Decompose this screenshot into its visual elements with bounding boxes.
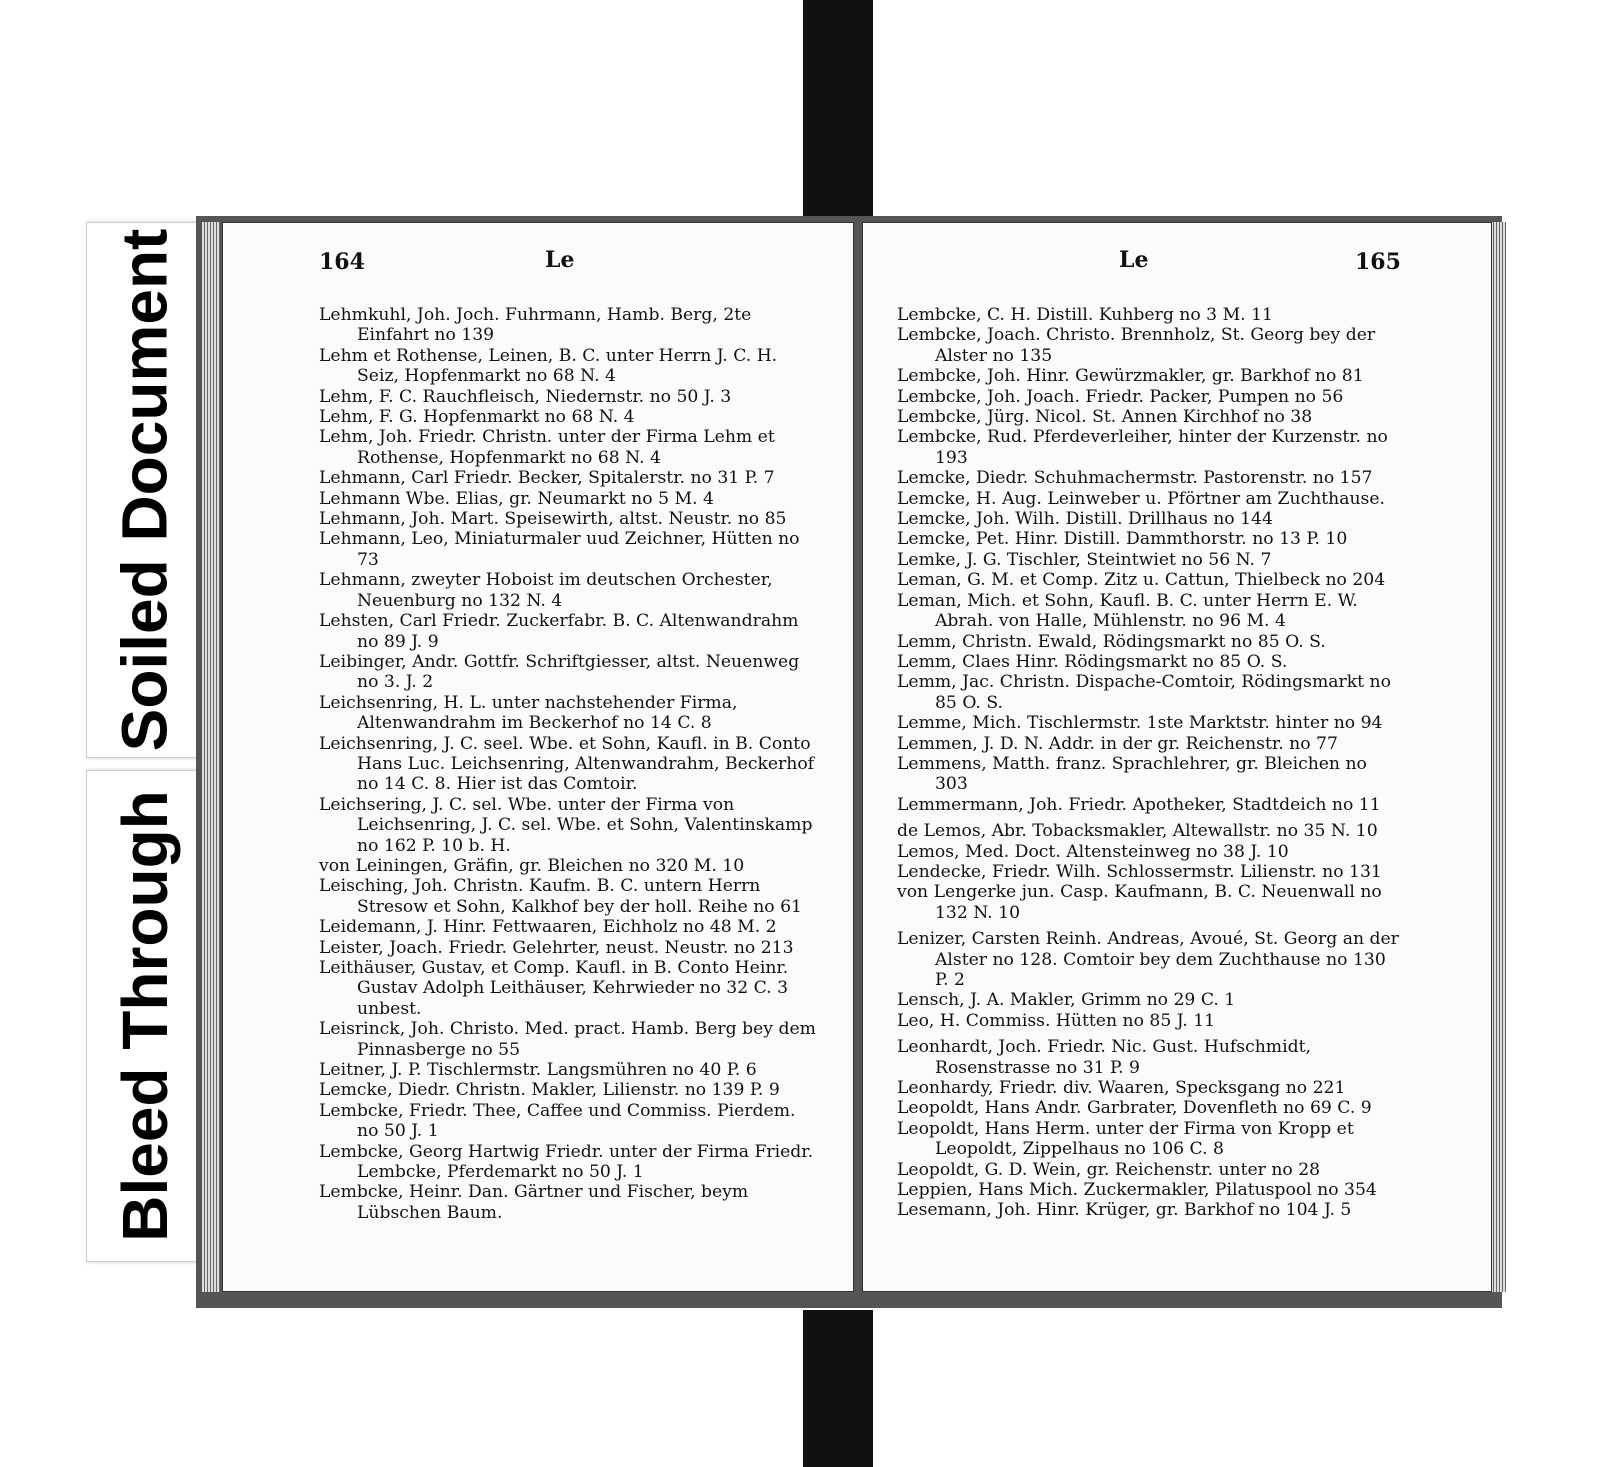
directory-entry: Leman, G. M. et Comp. Zitz u. Cattun, Thielbeck no 204 [897,570,1386,591]
directory-entry: Leithäuser, Gustav, et Comp. Kaufl. in B. Conto Heinr. Gustav Adolph Leithäuser, Kehrwieder no 32 C. 3 unbest. [319,958,789,1019]
directory-entry: Lehmann, Carl Friedr. Becker, Spitalerstr. no 31 P. 7 [319,468,775,489]
directory-entry: Lembcke, Friedr. Thee, Caffee und Commiss. Pierdem. no 50 J. 1 [319,1100,796,1142]
directory-entry: Lembcke, Georg Hartwig Friedr. unter der Firma Friedr. Lembcke, Pferdemarkt no 50 J. 1 [319,1141,814,1183]
directory-entry: Lemmermann, Joh. Friedr. Apotheker, Stadtdeich no 11 [897,794,1381,815]
bleed-through-label [86,770,203,1262]
binding-strip-top [803,0,873,220]
directory-entry: Lemm, Christn. Ewald, Rödingsmarkt no 85 O. S. [897,631,1326,652]
directory-entry: de Lemos, Abr. Tobacksmakler, Altewallstr. no 35 N. 10 [897,821,1378,842]
directory-entry: Lendecke, Friedr. Wilh. Schlossermstr. Lilienstr. no 131 [897,861,1382,882]
directory-entry: Lehm, F. G. Hopfenmarkt no 68 N. 4 [319,407,635,428]
directory-entry: Leister, Joach. Friedr. Gelehrter, neust. Neustr. no 213 [319,937,794,958]
directory-entry: Lehmann, zweyter Hoboist im deutschen Orchester, Neuenburg no 132 N. 4 [319,570,773,611]
directory-entry: Lehsten, Carl Friedr. Zuckerfabr. B. C. Altenwandrahm no 89 J. 9 [319,611,799,652]
left-entry-list [319,305,819,1223]
directory-entry: Lemcke, H. Aug. Leinweber u. Pförtner am Zuchthause. [897,488,1386,509]
soiled-document-text: Soiled Document [108,228,181,752]
directory-entry: Leopoldt, G. D. Wein, gr. Reichenstr. unter no 28 [897,1159,1321,1180]
directory-entry: Lehm, Joh. Friedr. Christn. unter der Firma Lehm et Rothense, Hopfenmarkt no 68 N. 4 [319,427,775,468]
directory-entry: Lemcke, Joh. Wilh. Distill. Drillhaus no 144 [897,509,1273,530]
directory-entry: Leo, H. Commiss. Hütten no 85 J. 11 [897,1010,1216,1031]
directory-entry: Lemme, Mich. Tischlermstr. 1ste Marktstr. hinter no 94 [897,713,1383,734]
left-page-number: 164 [319,249,365,275]
directory-entry: Lehmann, Leo, Miniaturmaler uud Zeichner, Hütten no 73 [319,529,800,570]
directory-entry: Lemm, Jac. Christn. Dispache-Comtoir, Rödingsmarkt no 85 O. S. [897,672,1391,713]
directory-entry: Leonhardy, Friedr. div. Waaren, Specksgang no 221 [897,1078,1346,1099]
directory-entry: Lembcke, Jürg. Nicol. St. Annen Kirchhof no 38 [897,407,1313,428]
directory-entry: Lemmens, Matth. franz. Sprachlehrer, gr. Bleichen no 303 [897,753,1367,795]
directory-entry: Lemcke, Diedr. Schuhmachermstr. Pastorenstr. no 157 [897,468,1373,489]
directory-entry: Leitner, J. P. Tischlermstr. Langsmühren no 40 P. 6 [319,1060,757,1081]
right-entry-list [897,305,1403,1221]
directory-entry: von Leiningen, Gräfin, gr. Bleichen no 320 M. 10 [319,855,745,876]
directory-entry: Lemcke, Diedr. Christn. Makler, Lilienstr. no 139 P. 9 [319,1080,780,1101]
directory-entry: Lembcke, Rud. Pferdeverleiher, hinter der Kurzenstr. no 193 [897,427,1388,468]
bleed-through-text: Bleed Through [108,790,181,1242]
directory-entry: Lembcke, Joach. Christo. Brennholz, St. Georg bey der Alster no 135 [897,325,1376,366]
directory-entry: Lehmann Wbe. Elias, gr. Neumarkt no 5 M. 4 [319,488,714,509]
directory-entry: Lemos, Med. Doct. Altensteinweg no 38 J. 10 [897,841,1289,862]
directory-entry: Lemcke, Pet. Hinr. Distill. Dammthorstr. no 13 P. 10 [897,529,1348,550]
directory-entry: Lesemann, Joh. Hinr. Krüger, gr. Barkhof no 104 J. 5 [897,1200,1352,1221]
directory-entry: Lehmkuhl, Joh. Joch. Fuhrmann, Hamb. Berg, 2te Einfahrt no 139 [319,305,752,346]
directory-entry: Leopoldt, Hans Herm. unter der Firma von Kropp et Leopoldt, Zippelhaus no 106 C. 8 [897,1118,1354,1160]
binding-strip-bottom [803,1310,873,1467]
directory-entry: Lehm et Rothense, Leinen, B. C. unter Herrn J. C. H. Seiz, Hopfenmarkt no 68 N. 4 [319,345,778,387]
directory-entry: Lemke, J. G. Tischler, Steintwiet no 56 N. 7 [897,549,1272,570]
directory-entry: Lensch, J. A. Makler, Grimm no 29 C. 1 [897,990,1236,1011]
directory-entry: Lembcke, Heinr. Dan. Gärtner und Fischer, beym Lübschen Baum. [319,1182,749,1223]
directory-entry: Leichsenring, J. C. seel. Wbe. et Sohn, Kaufl. in B. Conto Hans Luc. Leichsenring, Altenwandrahm, Beckerhof no 14 C. 8. Hier ist das Comtoir. [319,733,815,795]
directory-entry: Leopoldt, Hans Andr. Garbrater, Dovenfleth no 69 C. 9 [897,1098,1372,1119]
directory-entry: Lemmen, J. D. N. Addr. in der gr. Reichenstr. no 77 [897,733,1338,754]
directory-entry: Leidemann, J. Hinr. Fettwaaren, Eichholz no 48 M. 2 [319,917,777,938]
directory-entry: Leonhardt, Joch. Friedr. Nic. Gust. Hufschmidt, Rosenstrasse no 31 P. 9 [897,1037,1311,1078]
directory-entry: Leman, Mich. et Sohn, Kaufl. B. C. unter Herrn E. W. Abrah. von Halle, Mühlenstr. no 96 M. 4 [897,590,1358,632]
soiled-document-label [86,222,203,758]
directory-entry: Lemm, Claes Hinr. Rödingsmarkt no 85 O. S. [897,651,1288,672]
directory-entry: Lembcke, C. H. Distill. Kuhberg no 3 M. 11 [897,305,1273,325]
directory-entry: Lembcke, Joh. Hinr. Gewürzmakler, gr. Barkhof no 81 [897,366,1364,387]
right-page [862,222,1492,1292]
directory-entry: Leisching, Joh. Christn. Kaufm. B. C. untern Herrn Stresow et Sohn, Kalkhof bey der holl. Reihe no 61 [319,876,802,917]
directory-entry: Lenizer, Carsten Reinh. Andreas, Avoué, St. Georg an der Alster no 128. Comtoir bey dem Zuchthause no 130 P. 2 [897,929,1399,990]
left-page-header: Le [545,247,575,273]
right-page-number: 165 [1355,249,1401,275]
directory-entry: Leibinger, Andr. Gottfr. Schriftgiesser, altst. Neuenweg no 3. J. 2 [319,651,800,693]
left-page [222,222,854,1292]
directory-entry: Lembcke, Joh. Joach. Friedr. Packer, Pumpen no 56 [897,386,1344,407]
directory-entry: Lehmann, Joh. Mart. Speisewirth, altst. Neustr. no 85 [319,509,787,530]
left-page-edge [202,222,220,1292]
right-page-header: Le [1119,247,1149,273]
directory-entry: von Lengerke jun. Casp. Kaufmann, B. C. Neuenwall no 132 N. 10 [897,882,1382,923]
directory-entry: Leisrinck, Joh. Christo. Med. pract. Hamb. Berg bey dem Pinnasberge no 55 [319,1019,816,1060]
directory-entry: Lehm, F. C. Rauchfleisch, Niedernstr. no 50 J. 3 [319,386,732,407]
directory-entry: Leichsenring, H. L. unter nachstehender Firma, Altenwandrahm im Beckerhof no 14 C. 8 [319,692,738,734]
directory-entry: Leppien, Hans Mich. Zuckermakler, Pilatuspool no 354 [897,1180,1377,1201]
directory-entry: Leichsering, J. C. sel. Wbe. unter der Firma von Leichsenring, J. C. sel. Wbe. et Sohn, Valentinskamp no 162 P. 10 b. H. [319,794,813,856]
